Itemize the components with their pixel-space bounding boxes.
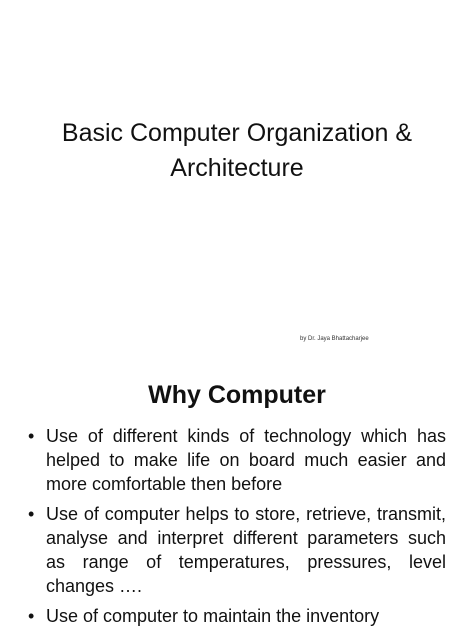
bullet-icon: • (28, 504, 35, 524)
bullet-text: Use of computer helps to store, retrieve, transmit, analyse and interpret different parameters such as range of temperatures, pressures, level changes …. (46, 504, 446, 596)
bullet-text: Use of different kinds of technology which has helped to make life on board much easier and more comfortable then before (46, 426, 446, 494)
slide-heading: Why Computer (148, 381, 326, 409)
author-byline: by Dr. Jaya Bhattacharjee (300, 336, 369, 342)
bullet-item (28, 502, 446, 598)
bullet-item (28, 604, 446, 628)
bullet-item (28, 424, 446, 496)
presentation-title: Basic Computer Organization & Architecture (61, 119, 413, 182)
content-slide (0, 356, 474, 632)
bullet-text: Use of computer to maintain the inventory (46, 606, 380, 626)
bullet-icon: • (28, 426, 35, 446)
bullet-list (28, 424, 446, 632)
bullet-icon: • (28, 606, 35, 626)
